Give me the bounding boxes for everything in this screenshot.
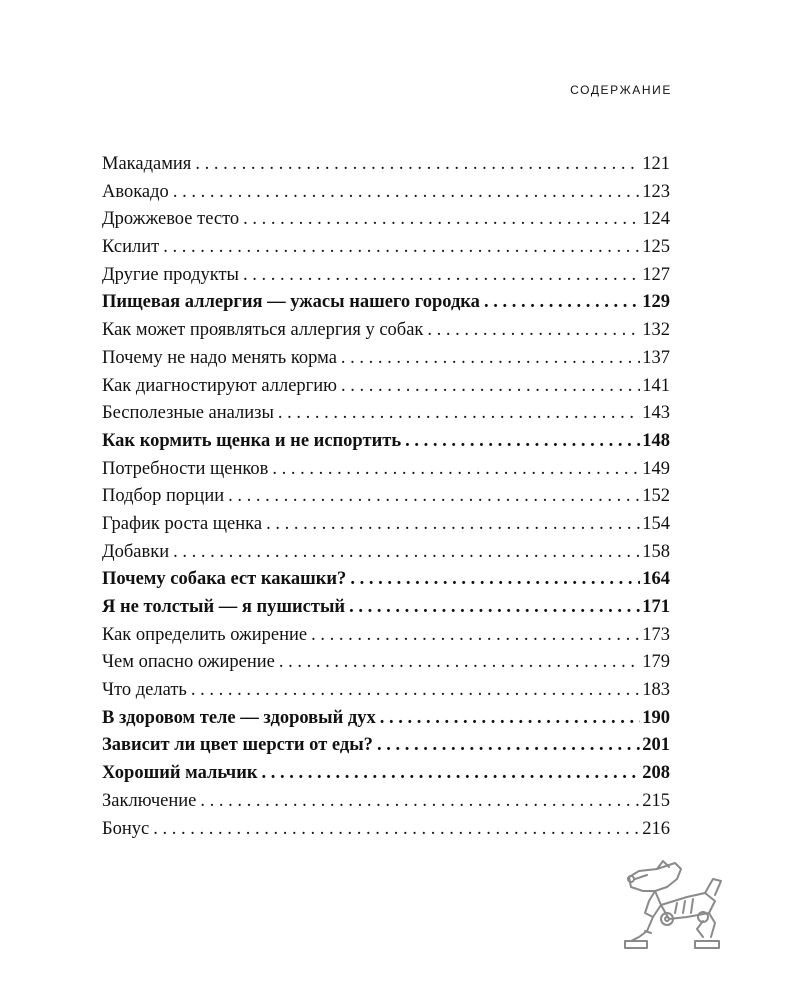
toc-entry <box>102 705 670 733</box>
toc-entry-page-number: 215 <box>642 790 670 811</box>
toc-dot-leader <box>275 649 640 677</box>
toc-entry-page-number: 216 <box>642 818 670 839</box>
toc-entry-title: Как определить ожирение <box>102 624 308 645</box>
toc-entry <box>102 732 670 760</box>
toc-entry-title: Бесполезные анализы <box>102 403 274 424</box>
toc-entry-title: Авокадо <box>102 181 169 202</box>
toc-entry-page-number: 154 <box>642 513 670 534</box>
toc-entry-page-number: 173 <box>642 624 670 645</box>
toc-dot-leader <box>376 705 641 733</box>
toc-entry-page-number: 149 <box>642 458 670 479</box>
toc-entry-page-number: 123 <box>642 181 670 202</box>
robot-dog-icon <box>617 857 727 952</box>
toc-entry <box>102 151 670 179</box>
toc-entry-page-number: 141 <box>642 375 670 396</box>
running-header: СОДЕРЖАНИЕ <box>570 83 672 97</box>
toc-dot-leader <box>373 732 640 760</box>
toc-dot-leader <box>423 317 640 345</box>
toc-dot-leader <box>196 788 640 816</box>
toc-entry-page-number: 152 <box>642 486 670 507</box>
toc-entry-title: График роста щенка <box>102 513 263 534</box>
toc-entry-page-number: 183 <box>642 680 670 701</box>
toc-entry <box>102 428 670 456</box>
toc-entry-title: Добавки <box>102 541 170 562</box>
toc-entry-title: Другие продукты <box>102 264 239 285</box>
toc-entry-title: Хороший мальчик <box>102 763 258 784</box>
toc-dot-leader <box>239 206 640 234</box>
toc-entry-title: Бонус <box>102 818 150 839</box>
toc-entry-title: Почему собака ест какашки? <box>102 569 347 590</box>
toc-dot-leader <box>239 262 640 290</box>
toc-entry-page-number: 143 <box>642 403 670 424</box>
toc-dot-leader <box>480 289 640 317</box>
toc-entry <box>102 373 670 401</box>
toc-entry <box>102 289 670 317</box>
toc-dot-leader <box>262 511 640 539</box>
toc-entry-page-number: 124 <box>642 209 670 230</box>
toc-dot-leader <box>169 539 640 567</box>
toc-dot-leader <box>149 816 640 844</box>
toc-entry <box>102 262 670 290</box>
toc-entry-title: Пищевая аллергия — ужасы нашего городка <box>102 292 480 313</box>
toc-dot-leader <box>187 677 640 705</box>
toc-entry <box>102 539 670 567</box>
toc-dot-leader <box>345 594 640 622</box>
toc-entry <box>102 760 670 788</box>
toc-entry-page-number: 132 <box>642 320 670 341</box>
toc-entry-title: Дрожжевое тесто <box>102 209 240 230</box>
toc-dot-leader <box>268 456 640 484</box>
toc-entry-title: Я не толстый — я пушистый <box>102 597 346 617</box>
toc-entry <box>102 677 670 705</box>
toc-dot-leader <box>337 345 640 373</box>
toc-entry-page-number: 127 <box>642 264 670 285</box>
toc-entry <box>102 649 670 677</box>
toc-entry-page-number: 158 <box>642 541 670 562</box>
toc-entry <box>102 345 670 373</box>
toc-entry-page-number: 121 <box>642 154 670 174</box>
toc-entry <box>102 317 670 345</box>
toc-entry-title: Макадамия <box>102 154 192 174</box>
toc-entry-title: Почему не надо менять корма <box>102 347 337 368</box>
toc-entry-page-number: 208 <box>642 763 670 784</box>
toc-dot-leader <box>346 566 640 594</box>
toc-entry-page-number: 179 <box>642 652 670 673</box>
toc-entry-page-number: 148 <box>642 430 670 451</box>
toc-entry <box>102 566 670 594</box>
table-of-contents <box>102 151 670 843</box>
toc-entry-title: Зависит ли цвет шерсти от еды? <box>102 735 373 756</box>
toc-entry-page-number: 171 <box>642 597 670 617</box>
toc-entry-title: Как может проявляться аллергия у собак <box>102 320 424 341</box>
toc-entry <box>102 483 670 511</box>
toc-entry-page-number: 129 <box>642 292 670 313</box>
toc-entry-page-number: 164 <box>642 569 670 590</box>
toc-entry-page-number: 201 <box>642 735 670 756</box>
toc-dot-leader <box>159 234 640 262</box>
toc-entry-title: Как кормить щенка и не испортить <box>102 430 402 451</box>
toc-entry <box>102 456 670 484</box>
toc-entry-page-number: 190 <box>642 707 670 728</box>
toc-entry-title: Подбор порции <box>102 486 225 507</box>
toc-entry-title: Чем опасно ожирение <box>102 652 275 673</box>
toc-entry <box>102 816 670 844</box>
toc-dot-leader <box>224 483 640 511</box>
toc-dot-leader <box>274 400 640 428</box>
toc-entry <box>102 788 670 816</box>
toc-entry-title: В здоровом теле — здоровый дух <box>102 707 376 728</box>
toc-entry-page-number: 137 <box>642 347 670 368</box>
toc-entry <box>102 622 670 650</box>
toc-entry-title: Что делать <box>102 680 187 701</box>
toc-entry <box>102 234 670 262</box>
toc-entry-title: Как диагностируют аллергию <box>102 375 337 396</box>
toc-entry <box>102 594 670 622</box>
toc-dot-leader <box>307 622 640 650</box>
toc-entry <box>102 400 670 428</box>
toc-entry-title: Потребности щенков <box>102 458 269 479</box>
toc-entry-title: Ксилит <box>102 237 160 258</box>
toc-dot-leader <box>258 760 641 788</box>
toc-entry <box>102 179 670 207</box>
toc-dot-leader <box>337 373 640 401</box>
toc-entry-page-number: 125 <box>642 237 670 258</box>
toc-entry <box>102 206 670 234</box>
toc-dot-leader <box>169 179 640 207</box>
toc-dot-leader <box>191 151 640 179</box>
toc-entry-title: Заключение <box>102 790 197 811</box>
toc-entry <box>102 511 670 539</box>
toc-dot-leader <box>401 428 640 456</box>
